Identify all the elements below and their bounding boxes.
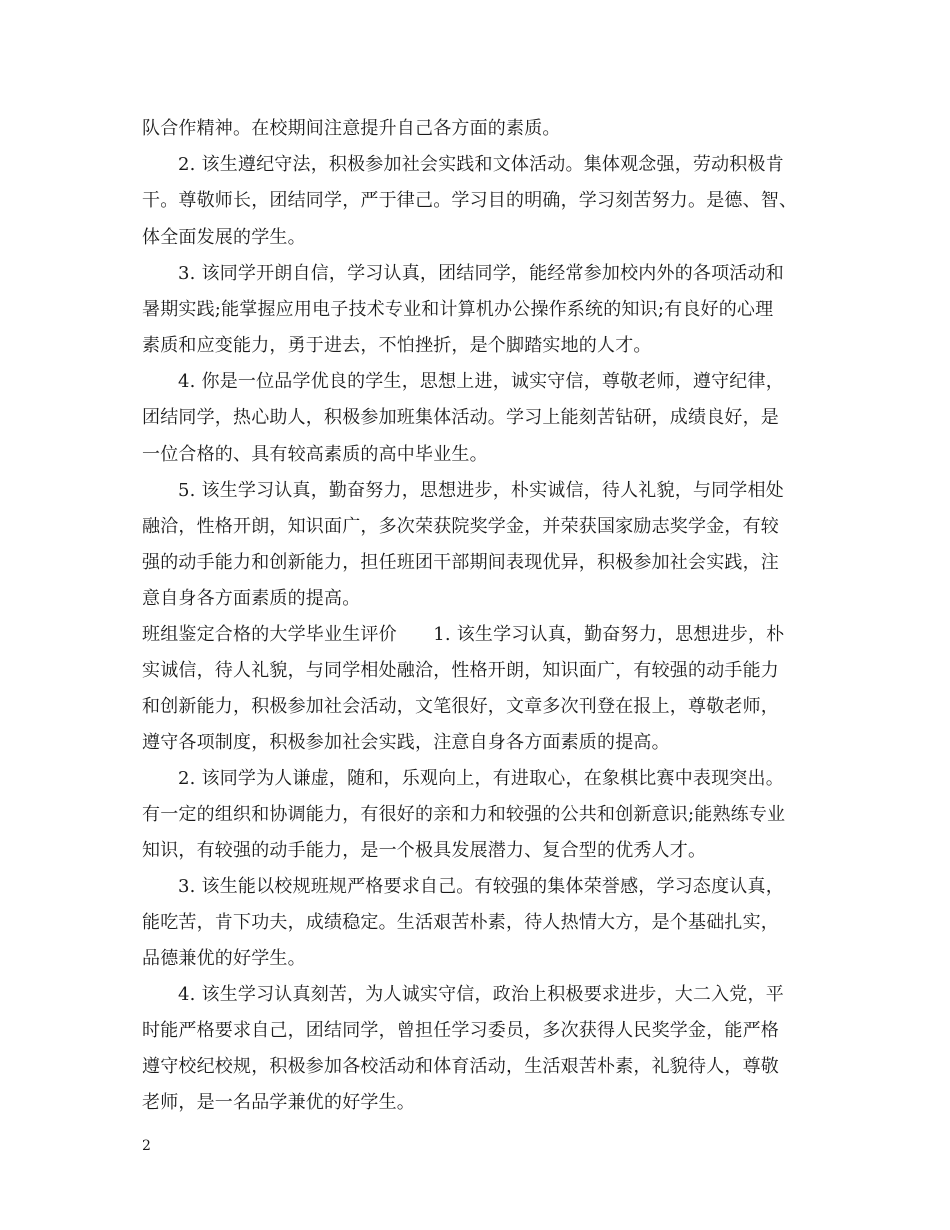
text-line: 知识，有较强的动手能力，是一个极具发展潜力、复合型的优秀人才。 [142,840,707,861]
text-line: 3. 该生能以校规班规严格要求自己。有较强的集体荣誉感，学习态度认真， [178,876,784,897]
text-line: 融洽，性格开朗，知识面广，多次荣获院奖学金，并荣获国家励志奖学金，有较 [142,516,779,537]
text-line: 遵守各项制度，积极参加社会实践，注意自身各方面素质的提高。 [142,732,670,753]
text-line: 实诚信，待人礼貌，与同学相处融洽，性格开朗，知识面广，有较强的动手能力 [142,660,779,681]
text-line: 4. 你是一位品学优良的学生，思想上进，诚实守信，尊敬老师，遵守纪律， [178,371,784,392]
text-line: 队合作精神。在校期间注意提升自己各方面的素质。 [142,118,561,139]
text-line: 能吃苦，肯下功夫，成绩稳定。生活艰苦朴素，待人热情大方，是个基础扎实， [142,912,779,933]
text-line: 2. 该同学为人谦虚，随和，乐观向上，有进取心，在象棋比赛中表现突出。 [178,768,784,789]
text-line: 老师，是一名品学兼优的好学生。 [142,1092,415,1113]
page-number: 2 [142,1138,151,1154]
text-line: 班组鉴定合格的大学毕业生评价 1. 该生学习认真，勤奋努力，思想进步，朴 [142,624,785,645]
text-line: 意自身各方面素质的提高。 [142,588,361,609]
text-line: 品德兼优的好学生。 [142,948,306,969]
text-line: 5. 该生学习认真，勤奋努力，思想进步，朴实诚信，待人礼貌，与同学相处 [178,480,784,501]
text-line: 3. 该同学开朗自信，学习认真，团结同学，能经常参加校内外的各项活动和 [178,263,784,284]
text-line: 干。尊敬师长，团结同学，严于律己。学习目的明确，学习刻苦努力。是德、智、 [142,190,798,211]
text-line: 团结同学，热心助人，积极参加班集体活动。学习上能刻苦钻研，成绩良好，是 [142,407,779,428]
text-line: 体全面发展的学生。 [142,227,306,248]
text-line: 一位合格的、具有较高素质的高中毕业生。 [142,444,488,465]
text-line: 时能严格要求自己，团结同学，曾担任学习委员，多次获得人民奖学金，能严格 [142,1020,779,1041]
text-line: 和创新能力，积极参加社会活动，文笔很好，文章多次刊登在报上，尊敬老师， [142,696,779,717]
text-line: 暑期实践;能掌握应用电子技术专业和计算机办公操作系统的知识;有良好的心理 [142,299,774,320]
text-line: 4. 该生学习认真刻苦，为人诚实守信，政治上积极要求进步，大二入党，平 [178,984,784,1005]
text-line: 遵守校纪校规，积极参加各校活动和体育活动，生活艰苦朴素，礼貌待人，尊敬 [142,1056,779,1077]
text-line: 有一定的组织和协调能力，有很好的亲和力和较强的公共和创新意识;能熟练专业 [142,804,786,825]
text-line: 2. 该生遵纪守法，积极参加社会实践和文体活动。集体观念强，劳动积极肯 [178,154,784,175]
text-line: 强的动手能力和创新能力，担任班团干部期间表现优异，积极参加社会实践，注 [142,552,779,573]
text-line: 素质和应变能力，勇于进去，不怕挫折，是个脚踏实地的人才。 [142,335,652,356]
